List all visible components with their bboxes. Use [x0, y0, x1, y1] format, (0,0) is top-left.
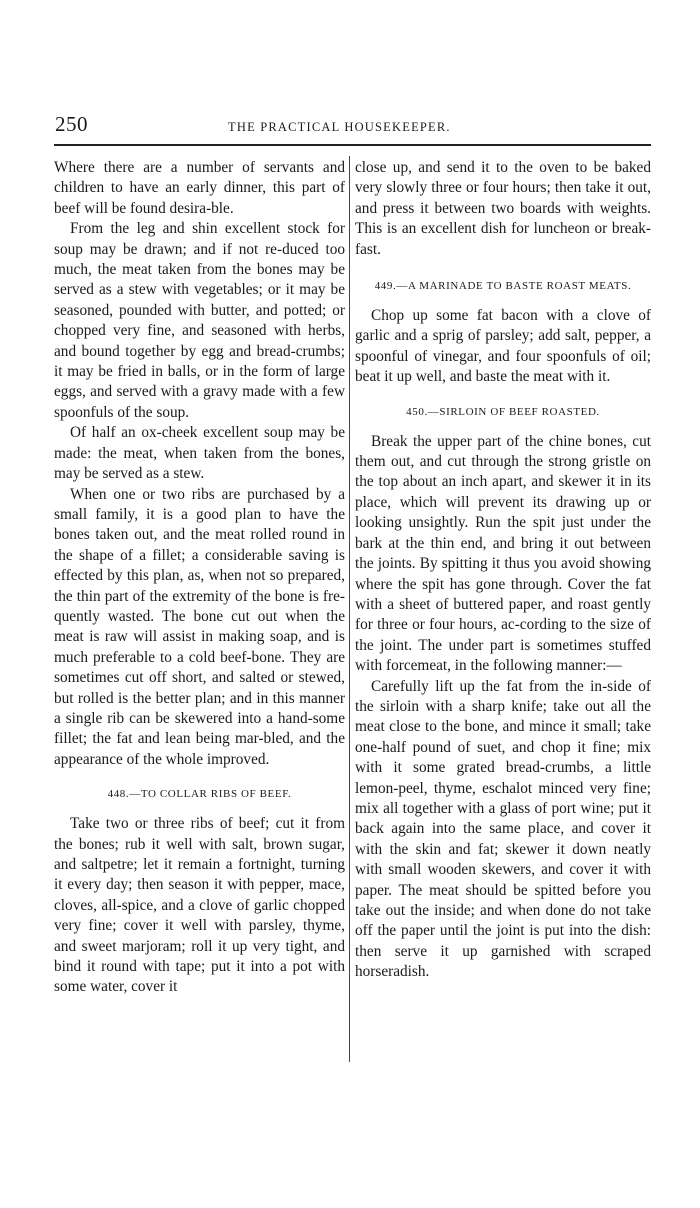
recipe-heading-450: 450.—SIRLOIN OF BEEF ROASTED.: [406, 405, 600, 418]
running-head: THE PRACTICAL HOUSEKEEPER.: [228, 120, 451, 134]
recipe-heading-448: 448.—TO COLLAR RIBS OF BEEF.: [107, 788, 292, 801]
paragraph: Break the upper part of the chine bones, cut them out, and cut through the strong gristle on the top about an inch apart, and skewer it in its place, which will prevent its drawing up or looking unsightly. Run the spit just under the bark at the thin end, and bring it out between the joints. By spitting it thus you avoid showing where the spit has gone through. Cover the fat with a sheet of buttered paper, and roast gently for three or four hours, ac-cording to the size of the joint. The under part is sometimes stuffed with forcemeat, in the following manner:—: [355, 432, 651, 675]
recipe-heading-449: 449.—A MARINADE TO BASTE ROAST MEATS.: [374, 280, 632, 293]
paragraph: From the leg and shin excellent stock for soup may be drawn; and if not re-duced too much, the meat taken from the bones may be served as a stew with vegetables; or it may be seasoned, pounded with butter, and potted; or chopped very fine, and seasoned with herbs, and bound together by egg and bread-crumbs; it may be fried in balls, or in the form of large eggs, and served with a gravy made with a few spoonfuls of the soup.: [54, 220, 345, 421]
paragraph: Take two or three ribs of beef; cut it from the bones; rub it well with salt, brown sugar, and saltpetre; let it remain a fortnight, turning it every day; then season it with pepper, mace, cloves, all-spice, and a clove of garlic chopped very fine; cover it well with parsley, thyme, and sweet marjoram; roll it up very tight, and bind it round with tape; put it into a pot with some water, cover it: [54, 815, 345, 996]
paragraph: Where there are a number of servants and children to have an early dinner, this part of beef will be found desira-ble.: [54, 159, 345, 217]
paragraph: Carefully lift up the fat from the in-side of the sirloin with a sharp knife; take out all the meat close to the bone, and mince it small; take one-half pound of suet, and chop it fine; mix with it some grated bread-crumbs, a little lemon-peel, thyme, eschalot minced very fine; mix all together with a glass of port wine; put it back again into the same place, and cover it with the skin and fat; skewer it down neatly with small wooden skewers, and cover it with paper. The meat should be spitted before you take out the inside; and when done do not take off the paper until the joint is put into the dish: then serve it up garnished with scraped horseradish.: [355, 677, 651, 981]
paragraph: When one or two ribs are purchased by a small family, it is a good plan to have the bones taken out, and the meat rolled round in the shape of a fillet; a considerable saving is effected by this plan, as, when not so prepared, the thin part of the extremity of the bone is fre-quently wasted. The bone cut out when the meat is raw will assist in making soap, and is much preferable to a cold beef-bone. They are sometimes cut off short, and salted or stewed, but rolled is the better plan; and in this manner a single rib can be skewered into a hand-some fillet; the fat and lean being mar-bled, and the appearance of the whole improved.: [54, 485, 345, 768]
paragraph: Chop up some fat bacon with a clove of garlic and a sprig of parsley; add salt, pepper, a spoonful of vinegar, and four spoonfuls of oil; beat it up well, and baste the meat with it.: [355, 307, 651, 386]
left-column: [54, 158, 345, 998]
right-column: [355, 158, 651, 983]
column-divider: [349, 156, 350, 1062]
header-rule: [54, 144, 651, 146]
page-number: 250: [55, 112, 88, 136]
paragraph: close up, and send it to the oven to be baked very slowly three or four hours; then take it out, and press it between two boards with weights. This is an excellent dish for luncheon or break-fast.: [355, 159, 651, 258]
paragraph: Of half an ox-cheek excellent soup may be made: the meat, when taken from the bones, may be served as a stew.: [54, 424, 345, 483]
